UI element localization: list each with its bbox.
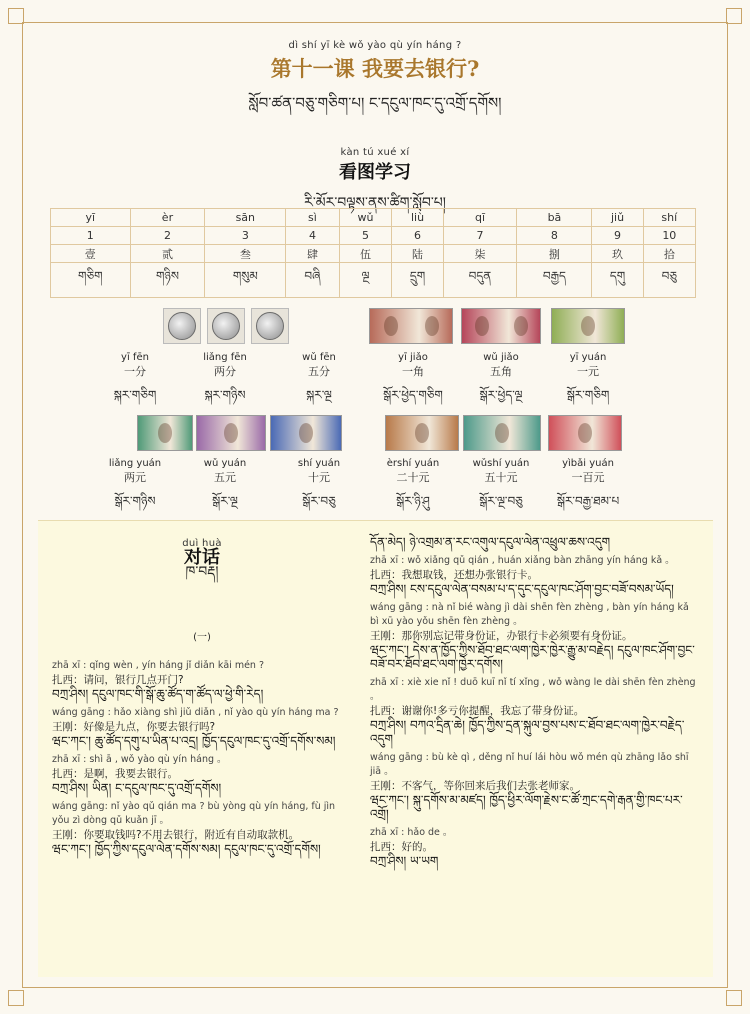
money-label (553, 352, 623, 416)
money-label (190, 458, 260, 522)
line-tibetan: ཝང་ཀང་། ཆུ་ཚོད་དགུ་པ་ཡིན་པ་འདྲ། ཁྱོད་དངུལ་ཁང་དུ་འགྲོ་དགོས་སམ། (52, 734, 336, 748)
line-pinyin: wáng gāng : nà nǐ bié wàng jì dài shēn fèn zhèng , bàn yín háng kǎ bì xū yào yǒu shēn fèn zhèng 。 (370, 602, 689, 627)
money-label (378, 352, 448, 416)
line-pinyin: zhā xī : xiè xie nǐ ! duō kuī nǐ tí xǐng , wǒ wàng le dài shēn fèn zhèng 。 (370, 677, 696, 702)
note-20-yuan-image (385, 415, 459, 451)
money-pinyin: liǎng yuán (108, 458, 162, 469)
money-tibetan: སྒོར་གཅིག (566, 388, 610, 402)
dialog-left-column (52, 521, 352, 861)
corner-ornament (726, 8, 742, 24)
number-cell-tibetan: བཅུ (643, 263, 695, 298)
money-tibetan: སྒོར་བཅུ (302, 494, 336, 508)
money-chinese: 两元 (124, 471, 146, 484)
number-cell-pinyin: shí (643, 209, 695, 227)
line-tibetan: ཝང་ཀང་། དེས་ན་ཁྱོད་ཀྱིས་ཐོབ་ཐང་ལག་ཁྱེར་ཁྱེར་རྒྱུ་མ་བརྗེད། དངུལ་ཁང་ཤོག་བྱང་བཟོ་བར་ཐོབ་ཐང་ལག་ཁྱེར་དགོས། (370, 643, 695, 671)
money-label (100, 352, 170, 416)
lesson-title: 第十一课 我要去银行? (270, 56, 480, 81)
money-chinese: 一角 (402, 365, 424, 378)
line-chinese: 扎西：谢谢你!多亏你提醒，我忘了带身份证。 (370, 705, 585, 717)
number-cell-tibetan: དགུ (592, 263, 643, 298)
money-tibetan: སྐར་གཉིས (204, 388, 246, 402)
number-cell-pinyin: sān (205, 209, 286, 227)
dialog-line (52, 659, 352, 701)
number-cell-digits: 7 (443, 227, 517, 245)
money-label (553, 458, 623, 522)
number-cell-digits: 8 (517, 227, 592, 245)
dialog-line (52, 753, 352, 795)
line-pinyin: wáng gāng : hǎo xiàng shì jiǔ diǎn , nǐ yào qù yín háng ma ? (52, 707, 339, 718)
money-tibetan: སྒོར་གཉིས (114, 494, 156, 508)
line-tibetan: བཀྲ་ཤིས། ངས་དངུལ་ལེན་བསམ་པ་ད་དུང་དངུལ་ཁང་ཤོག་བྱང་བཟོ་བསམ་ཡོད། (370, 582, 674, 596)
number-cell-digits: 10 (643, 227, 695, 245)
numbers-table (50, 208, 696, 298)
money-label (100, 458, 170, 522)
number-cell-capital: 贰 (130, 245, 205, 263)
line-pinyin: wáng gāng: nǐ yào qǔ qián ma ? bù yòng qù yín háng, fù jìn yǒu zì dòng qǔ kuǎn jī 。 (52, 801, 336, 826)
dialog-line (370, 554, 700, 596)
note-100-yuan-image (548, 415, 622, 451)
number-cell-tibetan: བཞི (286, 263, 339, 298)
note-1-jiao-image (369, 308, 453, 344)
number-cell-capital: 玖 (592, 245, 643, 263)
line-chinese: 扎西：请问，银行几点开门? (52, 674, 184, 686)
money-label (466, 352, 536, 416)
line-pinyin: zhā xī : shì ā , wǒ yào qù yín háng 。 (52, 754, 227, 765)
money-chinese: 五分 (308, 365, 330, 378)
number-cell-tibetan: དྲུག (392, 263, 443, 298)
number-cell-capital: 伍 (339, 245, 392, 263)
line-tibetan: བཀྲ་ཤིས། ཡིན། ང་དངུལ་ཁང་དུ་འགྲོ་དགོས། (52, 781, 222, 795)
number-cell-capital: 拾 (643, 245, 695, 263)
section-pinyin: kàn tú xué xí (340, 147, 410, 158)
money-label (284, 352, 354, 416)
money-chinese: 五元 (214, 471, 236, 484)
line-pinyin: zhā xī : hǎo de 。 (370, 827, 453, 838)
money-tibetan: སྐར་གཅིག (113, 388, 157, 402)
coin-1-fen-image (163, 308, 201, 344)
money-tibetan: སྒོར་ལྔ (212, 494, 238, 508)
line-chinese: 扎西：好的。 (370, 841, 433, 853)
number-cell-digits: 9 (592, 227, 643, 245)
number-cell-capital: 肆 (286, 245, 339, 263)
dialog-line (52, 800, 352, 856)
money-tibetan: སྒོར་ཕྱེད་གཅིག (383, 388, 443, 402)
number-cell-pinyin: èr (130, 209, 205, 227)
number-cell-tibetan: བདུན (443, 263, 517, 298)
dialog-part-number: (一) (193, 632, 211, 643)
line-chinese: 王刚：那你别忘记带身份证，办银行卡必须要有身份证。 (370, 630, 633, 642)
dialog-line (370, 676, 700, 746)
money-chinese: 两分 (214, 365, 236, 378)
lesson-pinyin: dì shí yī kè wǒ yào qù yín háng ? (288, 40, 462, 51)
money-label (190, 352, 260, 416)
number-cell-pinyin: sì (286, 209, 339, 227)
money-pinyin: wǔ fēn (302, 352, 336, 363)
money-tibetan: སྒོར་ལྔ་བཅུ (479, 494, 523, 508)
money-pinyin: yī jiǎo (398, 352, 428, 363)
note-5-yuan-image (196, 415, 266, 451)
corner-ornament (726, 990, 742, 1006)
money-chinese: 一分 (124, 365, 146, 378)
money-pinyin: èrshí yuán (386, 458, 440, 469)
number-cell-digits: 3 (205, 227, 286, 245)
digits-row (51, 227, 696, 245)
coin-5-fen-image (251, 308, 289, 344)
money-chinese: 一百元 (571, 471, 605, 484)
note-10-yuan-image (270, 415, 342, 451)
line-pinyin: wáng gāng : bù kè qì , děng nǐ huí lái hòu wǒ mén qù zhāng lǎo shī jiā 。 (370, 752, 689, 777)
money-pinyin: shí yuán (297, 458, 341, 469)
line-tibetan: བཀྲ་ཤིས། དངུལ་ཁང་གི་སྒོ་ཆུ་ཚོད་ག་ཚོད་ལ་ཕྱེ་གི་རེད། (52, 687, 264, 701)
line-tibetan: དོན་མེད། ཉེ་འགྲམ་ན་རང་འགུལ་དངུལ་ལེན་འཕྲུལ་ཆས་འདུག (370, 535, 611, 549)
corner-ornament (8, 990, 24, 1006)
line-tibetan: ཝང་ཀང་། ཁྱོད་ཀྱིས་དངུལ་ལེན་དགོས་སམ། དངུལ་ཁང་དུ་འགྲོ་དགོས། (52, 842, 321, 856)
number-cell-pinyin: qī (443, 209, 517, 227)
money-label (466, 458, 536, 522)
money-pinyin: yìbǎi yuán (562, 458, 614, 469)
line-tibetan: བཀྲ་ཤིས། བཀའ་དྲིན་ཆེ། ཁྱོད་ཀྱིས་དྲན་སྐུལ་བྱས་པས་ང་ཐོབ་ཐང་ལག་ཁྱེར་བརྗེད་འདུག (370, 718, 685, 746)
money-label (284, 458, 354, 522)
money-pinyin: wǔshí yuán (472, 458, 530, 469)
number-cell-pinyin: yī (51, 209, 131, 227)
line-chinese: 扎西：是啊，我要去银行。 (52, 768, 178, 780)
number-cell-tibetan: ལྔ (339, 263, 392, 298)
line-chinese: 王刚：不客气，等你回来后我们去张老师家。 (370, 780, 580, 792)
number-cell-capital: 陆 (392, 245, 443, 263)
money-tibetan: སྒོར་ཕྱེད་ལྔ (479, 388, 523, 402)
line-chinese: 王刚：你要取钱吗?不用去银行，附近有自动取款机。 (52, 829, 300, 841)
money-chinese: 五十元 (484, 471, 518, 484)
money-pinyin: yī yuán (569, 352, 607, 363)
dialog-pinyin: duì huà (182, 538, 222, 549)
tibetan-row (51, 263, 696, 298)
section-title: 看图学习 (339, 162, 411, 183)
number-cell-pinyin: liù (392, 209, 443, 227)
note-2-yuan-image (137, 415, 193, 451)
dialog-title: 对话 (184, 547, 220, 568)
capital-row (51, 245, 696, 263)
dialog-line (370, 751, 700, 821)
dialog-line (370, 535, 700, 549)
coin-2-fen-image (207, 308, 245, 344)
money-pinyin: yī fēn (121, 352, 149, 363)
lesson-header (0, 40, 750, 226)
number-cell-capital: 叁 (205, 245, 286, 263)
money-tibetan: སྒོར་བརྒྱ་ཐམ་པ (556, 494, 620, 508)
money-tibetan: སྐར་ལྔ (306, 388, 332, 402)
number-cell-digits: 2 (130, 227, 205, 245)
number-cell-tibetan: བརྒྱད (517, 263, 592, 298)
number-cell-capital: 柒 (443, 245, 517, 263)
line-tibetan: བཀྲ་ཤིས། ཡ་ཡག (370, 854, 439, 868)
line-tibetan: ཝང་ཀང་། སྐུ་དགོས་མ་མཛད། ཁྱོད་ཕྱིར་ལོག་རྗེས་ང་ཚོ་ཀྲང་དགེ་རྒན་གྱི་ཁང་པར་འགྲོ། (370, 793, 683, 821)
note-50-yuan-image (463, 415, 541, 451)
dialog-line (370, 601, 700, 671)
number-cell-digits: 4 (286, 227, 339, 245)
pinyin-row (51, 209, 696, 227)
money-chinese: 十元 (308, 471, 330, 484)
number-cell-digits: 6 (392, 227, 443, 245)
money-chinese: 五角 (490, 365, 512, 378)
number-cell-digits: 1 (51, 227, 131, 245)
money-chinese: 一元 (577, 365, 599, 378)
money-chinese: 二十元 (396, 471, 430, 484)
dialog-right-column (370, 521, 700, 873)
note-1-yuan-image (551, 308, 625, 344)
dialog-tibetan: ཁ་བརྡ། (185, 564, 219, 580)
line-pinyin: zhā xī : wǒ xiǎng qǔ qián , huán xiǎng bàn zhāng yín háng kǎ 。 (370, 555, 675, 566)
number-cell-digits: 5 (339, 227, 392, 245)
line-chinese: 扎西：我想取钱，还想办张银行卡。 (370, 569, 538, 581)
number-cell-pinyin: jiǔ (592, 209, 643, 227)
dialog-section (38, 520, 713, 977)
corner-ornament (8, 8, 24, 24)
number-cell-tibetan: གསུམ (205, 263, 286, 298)
section-tibetan: རི་མོར་བལྟས་ནས་ཚིག་སློབ་པ། (304, 195, 446, 211)
money-label (378, 458, 448, 522)
number-cell-capital: 壹 (51, 245, 131, 263)
number-cell-tibetan: གཉིས (130, 263, 205, 298)
money-pinyin: wǔ yuán (203, 458, 247, 469)
money-tibetan: སྒོར་ཉི་ཤུ (396, 494, 430, 508)
number-cell-pinyin: wǔ (339, 209, 392, 227)
money-pinyin: liǎng fēn (203, 352, 247, 363)
line-pinyin: zhā xī : qǐng wèn , yín háng jǐ diǎn kāi mén ? (52, 660, 264, 671)
note-5-jiao-image (461, 308, 541, 344)
line-chinese: 王刚：好像是九点，你要去银行吗? (52, 721, 216, 733)
lesson-tibetan: སློབ་ཚན་བཅུ་གཅིག་པ། ང་དངུལ་ཁང་དུ་འགྲོ་དགོས། (248, 94, 502, 112)
number-cell-tibetan: གཅིག (51, 263, 131, 298)
number-cell-pinyin: bā (517, 209, 592, 227)
dialog-line (52, 706, 352, 748)
money-pinyin: wǔ jiǎo (483, 352, 519, 363)
dialog-line (370, 826, 700, 868)
number-cell-capital: 捌 (517, 245, 592, 263)
